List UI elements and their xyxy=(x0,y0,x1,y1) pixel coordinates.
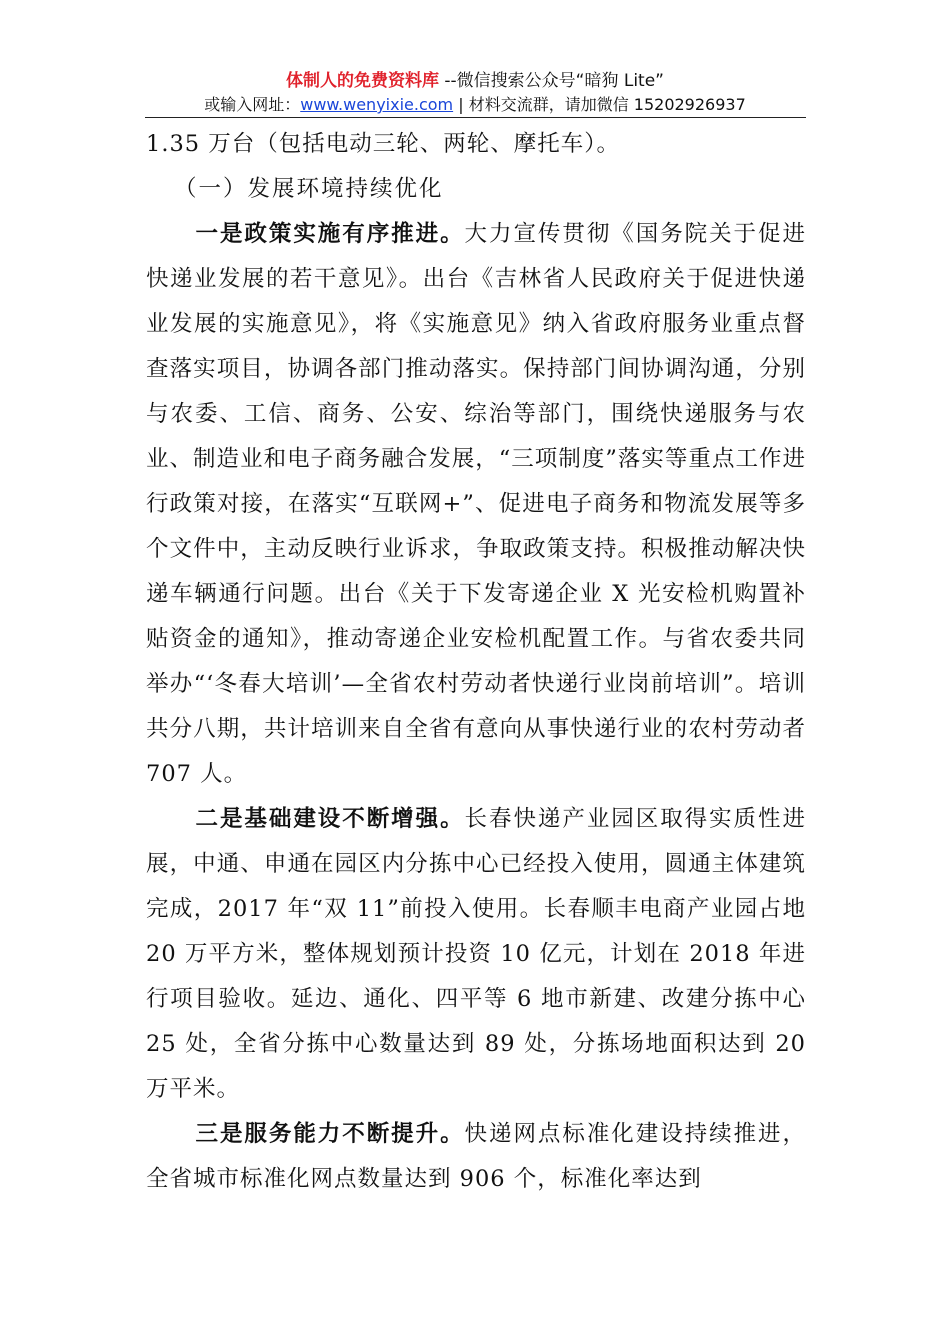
paragraph-text: 大力宣传贯彻《国务院关于促进快递业发展的若干意见》。出台《吉林省人民政府关于促进快递业发展的实施意见》，将《实施意见》纳入省政府服务业重点督查落实项目，协调各部门推动落实。保持部门间协调沟通，分别与农委、工信、商务、公安、综治等部门，围绕快递服务与农业、制造业和电子商务融合发展，“三项制度”落实等重点工作进行政策对接，在落实“互联网+”、促进电子商务和物流发展等多个文件中，主动反映行业诉求，争取政策支持。积极推动解决快递车辆通行问题。出台《关于下发寄递企业 X 光安检机购置补贴资金的通知》，推动寄递企业安检机配置工作。与省农委共同举办“‘冬春大培训’—全省农村劳动者快递行业岗前培训”。培训共分八期，共计培训来自全省有意向从事快递行业的农村劳动者 707 人。 xyxy=(146,221,806,787)
paragraph-lead: 三是服务能力不断提升。 xyxy=(195,1121,465,1147)
paragraph-policy xyxy=(146,212,806,797)
paragraph-text: 长春快递产业园区取得实质性进展，中通、申通在园区内分拣中心已经投入使用，圆通主体建筑完成，2017 年“双 11”前投入使用。长春顺丰电商产业园占地 20 万平方米，整体规划预计投资 10 亿元，计划在 2018 年进行项目验收。延边、通化、四平等 6 地市新建、改建分拣中心 25 处，全省分拣中心数量达到 89 处，分拣场地面积达到 20 万平米。 xyxy=(146,806,806,1102)
wechat-slogan: --微信搜索公众号“暗狗 Lite” xyxy=(438,71,664,91)
brand-title: 体制人的免费资料库 xyxy=(285,71,439,91)
paragraph-text: 快递网点标准化建设持续推进，全省城市标准化网点数量达到 906 个，标准化率达到 xyxy=(146,1121,806,1192)
header-divider xyxy=(145,117,806,118)
paragraph-lead: 一是政策实施有序推进。 xyxy=(195,221,465,247)
url-prefix: 或输入网址： xyxy=(204,95,301,114)
section-heading: （一）发展环境持续优化 xyxy=(174,176,444,202)
header-banner xyxy=(0,70,950,92)
page-header xyxy=(0,0,950,118)
paragraph-service xyxy=(146,1112,806,1202)
contact-info: | 材料交流群，请加微信 15202926937 xyxy=(453,95,746,114)
header-contact-line xyxy=(0,94,950,115)
document-body xyxy=(146,122,806,1202)
paragraph-infrastructure xyxy=(146,797,806,1112)
paragraph-lead: 二是基础建设不断增强。 xyxy=(195,806,465,832)
continuation-line: 1.35 万台（包括电动三轮、两轮、摩托车）。 xyxy=(146,131,621,157)
website-link[interactable]: www.wenyixie.com xyxy=(300,95,454,114)
